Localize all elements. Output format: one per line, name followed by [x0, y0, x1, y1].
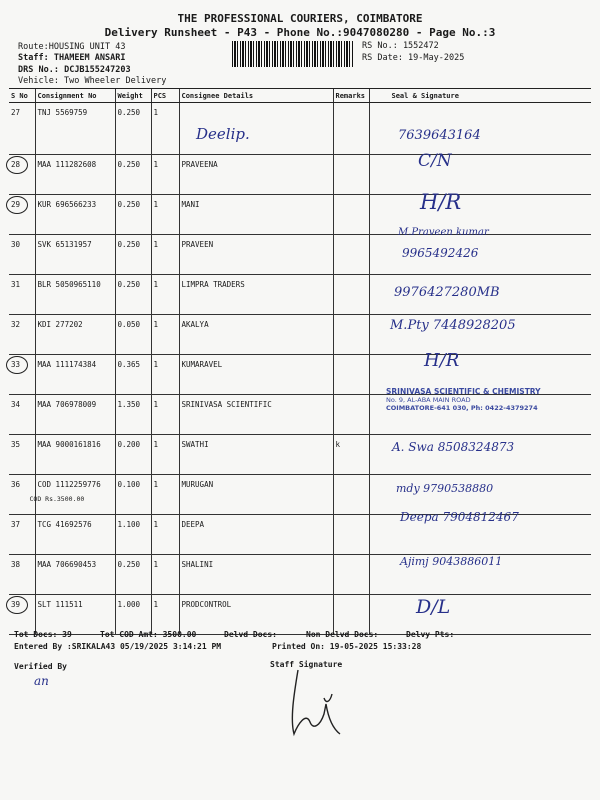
remarks-cell [333, 435, 369, 475]
sno-cell-text: 39 [11, 600, 21, 609]
handwritten-note: 9976427280MB [394, 285, 500, 300]
remarks-cell [333, 155, 369, 195]
seal-cell [369, 595, 591, 635]
handwritten-note: mdy 9790538880 [396, 482, 494, 495]
consignment-cell [35, 275, 115, 315]
consignment-cell-text: MAA 9000161816 [37, 440, 101, 449]
weight-cell [115, 103, 151, 155]
pcs-cell [151, 595, 179, 635]
remarks-cell [333, 235, 369, 275]
runsheet-table [9, 88, 591, 635]
weight-cell [115, 475, 151, 515]
circle-mark [6, 356, 28, 374]
consignment-cell [35, 515, 115, 555]
consignment-cell [35, 315, 115, 355]
consignee-cell-text: AKALYA [181, 320, 209, 329]
consignee-cell-text: MANI [181, 200, 200, 209]
consignment-cell [35, 355, 115, 395]
pcs-cell-text: 1 [153, 520, 159, 529]
consignment-cell-text: KUR 696566233 [37, 200, 97, 209]
cod-amount-note: COD Rs.3500.00 [29, 495, 85, 503]
consignee-cell-text: SWATHI [181, 440, 209, 449]
weight-cell [115, 275, 151, 315]
consignment-cell [35, 395, 115, 435]
consignment-cell-text: MAA 706978009 [37, 400, 97, 409]
consignee-cell [179, 555, 333, 595]
weight-cell [115, 195, 151, 235]
col-weight: Weight [115, 89, 151, 103]
table-row [9, 235, 591, 275]
handwritten-note: M.Praveen kumar [398, 227, 489, 238]
consignment-cell [29, 475, 115, 515]
remarks-cell [333, 475, 369, 515]
handwritten-note: 7639643164 [398, 128, 481, 143]
col-seal: Seal & Signature [369, 89, 591, 103]
pcs-cell-text: 1 [153, 480, 159, 489]
sno-cell-text: 28 [11, 160, 21, 169]
route-line [18, 42, 125, 52]
rs-date: RS Date: 19-May-2025 [362, 53, 465, 63]
pcs-cell-text: 1 [153, 240, 159, 249]
stamp-line-3: COIMBATORE-641 030, Ph: 0422-4379274 [386, 404, 538, 412]
consignment-cell-text: MAA 111174384 [37, 360, 97, 369]
col-consignee: Consignee Details [179, 89, 333, 103]
pcs-cell-text: 1 [153, 440, 159, 449]
handwritten-note: A. Swa 8508324873 [392, 440, 515, 454]
weight-cell-text: 0.250 [117, 280, 141, 289]
consignee-cell-text: SHALINI [181, 560, 214, 569]
table-row [9, 155, 591, 195]
sno-cell-text: 29 [11, 200, 21, 209]
pcs-cell [151, 235, 179, 275]
pcs-cell [151, 315, 179, 355]
barcode-image [232, 41, 354, 67]
circle-mark [6, 156, 28, 174]
staff-line [18, 53, 126, 63]
company-seal-stamp [386, 387, 586, 412]
consignment-cell [35, 195, 115, 235]
remarks-cell-text: k [335, 440, 341, 449]
seal-cell [369, 155, 591, 195]
pcs-cell-text: 1 [153, 108, 159, 117]
consignment-cell [35, 595, 115, 635]
stamp-line-1: SRINIVASA SCIENTIFIC & CHEMISTRY [386, 387, 541, 396]
table-row [9, 195, 591, 235]
sno-cell [9, 555, 35, 595]
col-pcs: PCS [151, 89, 179, 103]
weight-cell-text: 0.250 [117, 560, 141, 569]
weight-cell-text: 0.250 [117, 240, 141, 249]
weight-cell-text: 0.365 [117, 360, 141, 369]
weight-cell [115, 515, 151, 555]
col-consignment: Consignment No [35, 89, 115, 103]
pcs-cell-text: 1 [153, 560, 159, 569]
route-label: Route: [18, 42, 49, 52]
weight-cell-text: 0.250 [117, 160, 141, 169]
weight-cell-text: 0.250 [117, 200, 141, 209]
consignee-cell [179, 315, 333, 355]
handwritten-note: H/R [424, 350, 460, 371]
pcs-cell-text: 1 [153, 280, 159, 289]
consignment-cell-text: COD 1112259776 [37, 480, 101, 489]
weight-cell [115, 235, 151, 275]
consignee-cell-text: PRAVEEN [181, 240, 214, 249]
consignee-cell-text: SRINIVASA SCIENTIFIC [181, 400, 272, 409]
weight-cell-text: 0.200 [117, 440, 141, 449]
remarks-cell [333, 555, 369, 595]
remarks-cell [333, 275, 369, 315]
consignment-cell-text: TNJ 5569759 [37, 108, 88, 117]
sno-cell [9, 275, 35, 315]
company-title: THE PROFESSIONAL COURIERS, COIMBATORE [177, 12, 423, 25]
sno-cell-text: 30 [11, 240, 21, 249]
pcs-cell [151, 395, 179, 435]
weight-cell [115, 155, 151, 195]
consignment-cell-text: SVK 65131957 [37, 240, 92, 249]
drs-value: DCJB155247203 [64, 65, 131, 75]
pcs-cell-text: 1 [153, 360, 159, 369]
remarks-cell [333, 195, 369, 235]
rs-number: RS No.: 1552472 [362, 41, 439, 51]
sno-cell-text: 33 [11, 360, 21, 369]
consignee-cell [179, 155, 333, 195]
circle-mark [6, 596, 28, 614]
consignee-cell-text: PRODCONTROL [181, 600, 232, 609]
pcs-cell [151, 475, 179, 515]
consignment-cell-text: MAA 111282608 [37, 160, 97, 169]
pcs-cell-text: 1 [153, 400, 159, 409]
sno-cell [9, 315, 35, 355]
remarks-cell [333, 103, 369, 155]
weight-cell-text: 1.000 [117, 600, 141, 609]
consignee-cell [179, 275, 333, 315]
stamp-line-2: No. 9, AL-ABA MAIN ROAD [386, 396, 471, 404]
weight-cell [115, 315, 151, 355]
weight-cell-text: 0.050 [117, 320, 141, 329]
handwritten-note: D/L [416, 596, 451, 618]
weight-cell [115, 435, 151, 475]
sno-cell [9, 435, 35, 475]
staff-label: Staff: [18, 53, 49, 63]
consignee-cell [179, 195, 333, 235]
handwritten-note: Deelip. [196, 125, 250, 143]
sno-cell-text: 37 [11, 520, 21, 529]
table-row [9, 275, 591, 315]
consignment-cell-text: KDI 277202 [37, 320, 83, 329]
staff-signature-scribble [280, 664, 360, 744]
runsheet-title: Delivery Runsheet - P43 - Phone No.:9047080280 - Page No.:3 [104, 26, 496, 39]
consignment-cell [35, 435, 115, 475]
consignee-cell [179, 475, 333, 515]
sno-cell [9, 595, 35, 635]
sno-cell [9, 395, 35, 435]
pcs-cell [151, 555, 179, 595]
col-remarks: Remarks [333, 89, 369, 103]
pcs-cell [151, 515, 179, 555]
pcs-cell [151, 355, 179, 395]
consignment-cell-text: SLT 111511 [37, 600, 83, 609]
pcs-cell [151, 155, 179, 195]
pcs-cell [151, 435, 179, 475]
pcs-cell [151, 195, 179, 235]
weight-cell-text: 1.100 [117, 520, 141, 529]
sno-cell-text: 27 [11, 108, 21, 117]
weight-cell [115, 595, 151, 635]
pcs-cell-text: 1 [153, 320, 159, 329]
total-cod-amount: Tot COD Amt: 3500.00 [100, 630, 197, 639]
consignment-cell [35, 155, 115, 195]
pcs-cell-text: 1 [153, 600, 159, 609]
consignment-cell-text: MAA 706690453 [37, 560, 97, 569]
consignment-cell [35, 235, 115, 275]
sno-cell [9, 515, 35, 555]
handwritten-note: 9965492426 [402, 246, 479, 260]
drs-label: DRS No.: [18, 65, 59, 75]
consignee-cell-text: KUMARAVEL [181, 360, 223, 369]
pcs-cell [151, 275, 179, 315]
non-delivered-docs: Non Delvd Docs: [306, 630, 379, 639]
sno-cell [9, 103, 35, 155]
consignment-cell [35, 103, 115, 155]
sno-cell-text: 36 [11, 480, 21, 489]
weight-cell-text: 0.250 [117, 108, 141, 117]
handwritten-note: Deepa 7904812467 [400, 510, 519, 524]
circle-mark [6, 196, 28, 214]
handwritten-note: H/R [420, 190, 462, 214]
consignee-cell [179, 395, 333, 435]
consignment-cell-text: TCG 41692576 [37, 520, 92, 529]
consignment-cell-text: BLR 5050965110 [37, 280, 101, 289]
sno-cell [9, 235, 35, 275]
handwritten-note: C/N [418, 151, 452, 171]
table-row [9, 555, 591, 595]
consignee-cell-text: DEEPA [181, 520, 205, 529]
pcs-cell-text: 1 [153, 160, 159, 169]
remarks-cell [333, 595, 369, 635]
vehicle-line: Vehicle: Two Wheeler Delivery [18, 76, 167, 86]
col-sno: S No [9, 89, 35, 103]
route-value: HOUSING UNIT 43 [48, 42, 126, 52]
remarks-cell [333, 315, 369, 355]
remarks-cell [333, 515, 369, 555]
sno-cell [9, 155, 35, 195]
total-docs: Tot Docs: 39 [14, 630, 72, 639]
drs-line [18, 65, 131, 75]
weight-cell [115, 395, 151, 435]
sno-cell [9, 355, 35, 395]
consignee-cell [179, 355, 333, 395]
staff-value: THAMEEM ANSARI [53, 53, 126, 63]
remarks-cell [333, 395, 369, 435]
printed-on: Printed On: 19-05-2025 15:33:28 [272, 642, 422, 651]
consignee-cell [179, 515, 333, 555]
table-header-row [9, 89, 591, 103]
sno-cell-text: 32 [11, 320, 21, 329]
weight-cell [115, 355, 151, 395]
consignee-cell [179, 435, 333, 475]
pcs-cell [151, 103, 179, 155]
weight-cell-text: 0.100 [117, 480, 141, 489]
sno-cell-text: 38 [11, 560, 21, 569]
sno-cell [9, 195, 35, 235]
verifier-initials: an [34, 674, 49, 688]
table-row [9, 103, 591, 155]
consignee-cell-text: MURUGAN [181, 480, 214, 489]
delivery-points: Delvy Pts: [406, 630, 455, 639]
weight-cell-text: 1.350 [117, 400, 141, 409]
verified-by-label: Verified By [14, 662, 67, 671]
consignee-cell-text: PRAVEENA [181, 160, 218, 169]
remarks-cell [333, 355, 369, 395]
consignee-cell [179, 595, 333, 635]
consignment-cell [35, 555, 115, 595]
consignee-cell [179, 235, 333, 275]
table-row [9, 595, 591, 635]
sno-cell-text: 35 [11, 440, 21, 449]
staff-signature-label: Staff Signature [270, 660, 343, 669]
handwritten-note: M.Pty 7448928205 [390, 318, 516, 333]
handwritten-note: Ajimj 9043886011 [400, 555, 503, 568]
sno-cell-text: 31 [11, 280, 21, 289]
sno-cell-text: 34 [11, 400, 21, 409]
pcs-cell-text: 1 [153, 200, 159, 209]
consignee-cell-text: LIMPRA TRADERS [181, 280, 245, 289]
entered-by: Entered By :SRIKALA43 05/19/2025 3:14:21 PM [14, 642, 222, 651]
delivered-docs: Delvd Docs: [224, 630, 277, 639]
weight-cell [115, 555, 151, 595]
table-row [9, 475, 591, 515]
